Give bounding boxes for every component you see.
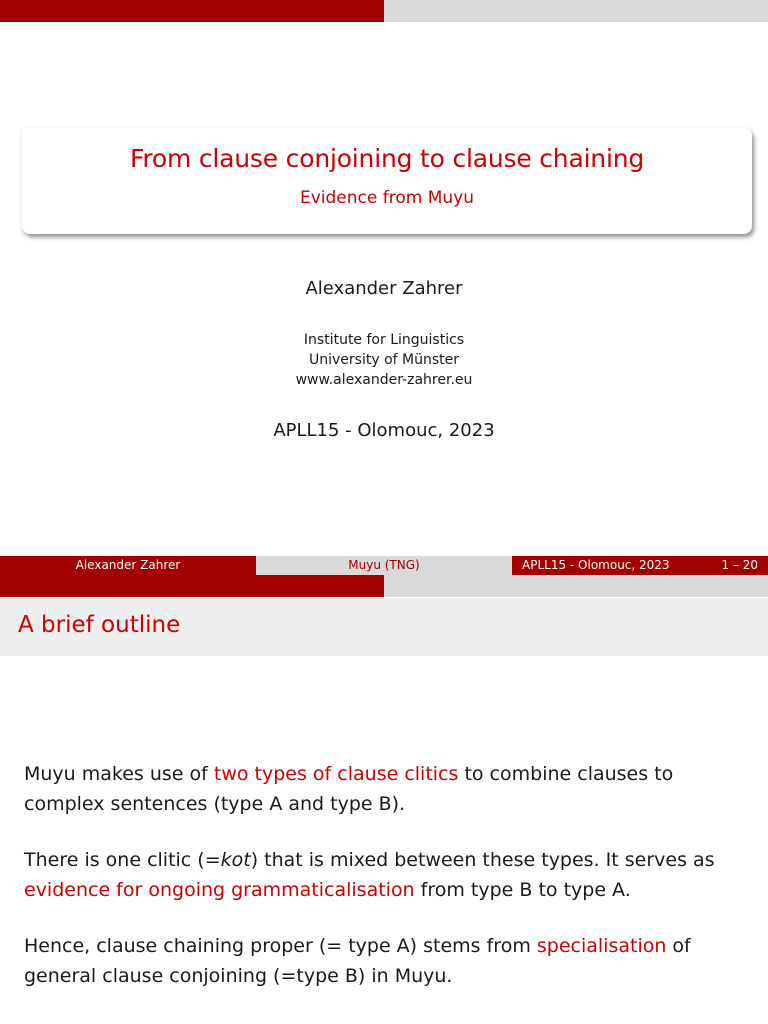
p2-text-c: ) that is mixed between these types. It serves as — [250, 849, 715, 871]
presentation-subtitle: Evidence from Muyu — [299, 188, 474, 208]
university-name: University of Münster — [309, 352, 459, 368]
institute-name: Institute for Linguistics — [303, 332, 465, 348]
footer-page-number: 1 – 20 — [721, 558, 758, 572]
progress-bar-filled-2 — [0, 575, 384, 597]
title-box — [22, 128, 752, 234]
footer-author: Alexander Zahrer — [0, 556, 256, 575]
institute-block — [0, 330, 768, 390]
conference-date: APLL15 - Olomouc, 2023 — [273, 420, 495, 441]
website-link[interactable]: www.alexander-zahrer.eu — [295, 372, 473, 388]
p2-highlight: evidence for ongoing grammaticalisation — [24, 879, 415, 901]
paragraph-2 — [24, 845, 744, 905]
p2-clitic: kot — [220, 849, 251, 871]
p1-highlight: two types of clause clitics — [213, 763, 459, 785]
progress-bar-empty — [384, 0, 768, 22]
p2-text-e: from type B to type A. — [414, 879, 631, 901]
p2-text-a: There is one clitic (= — [24, 849, 221, 871]
progress-bar-empty-2 — [384, 575, 768, 597]
frame-title: A brief outline — [18, 612, 181, 638]
footer-conference: APLL15 - Olomouc, 2023 — [522, 558, 670, 572]
p1-text-a: Muyu makes use of — [24, 763, 214, 785]
p1-text-c: to combine clauses to complex sentences (type A and type B). — [24, 763, 674, 815]
presentation-title: From clause conjoining to clause chaining — [129, 144, 645, 173]
paragraph-3 — [24, 931, 744, 991]
slide-footer — [0, 556, 768, 575]
paragraph-1 — [24, 759, 744, 819]
author-name: Alexander Zahrer — [305, 278, 463, 299]
footer-short-title: Muyu (TNG) — [256, 556, 512, 575]
p3-highlight: specialisation — [536, 935, 667, 957]
progress-bar-filled — [0, 0, 384, 22]
frame-title-bar — [0, 598, 768, 656]
footer-right — [512, 556, 768, 575]
p3-text-a: Hence, clause chaining proper (= type A) stems from — [24, 935, 537, 957]
p3-text-c: of general clause conjoining (=type B) in Muyu. — [24, 935, 691, 987]
